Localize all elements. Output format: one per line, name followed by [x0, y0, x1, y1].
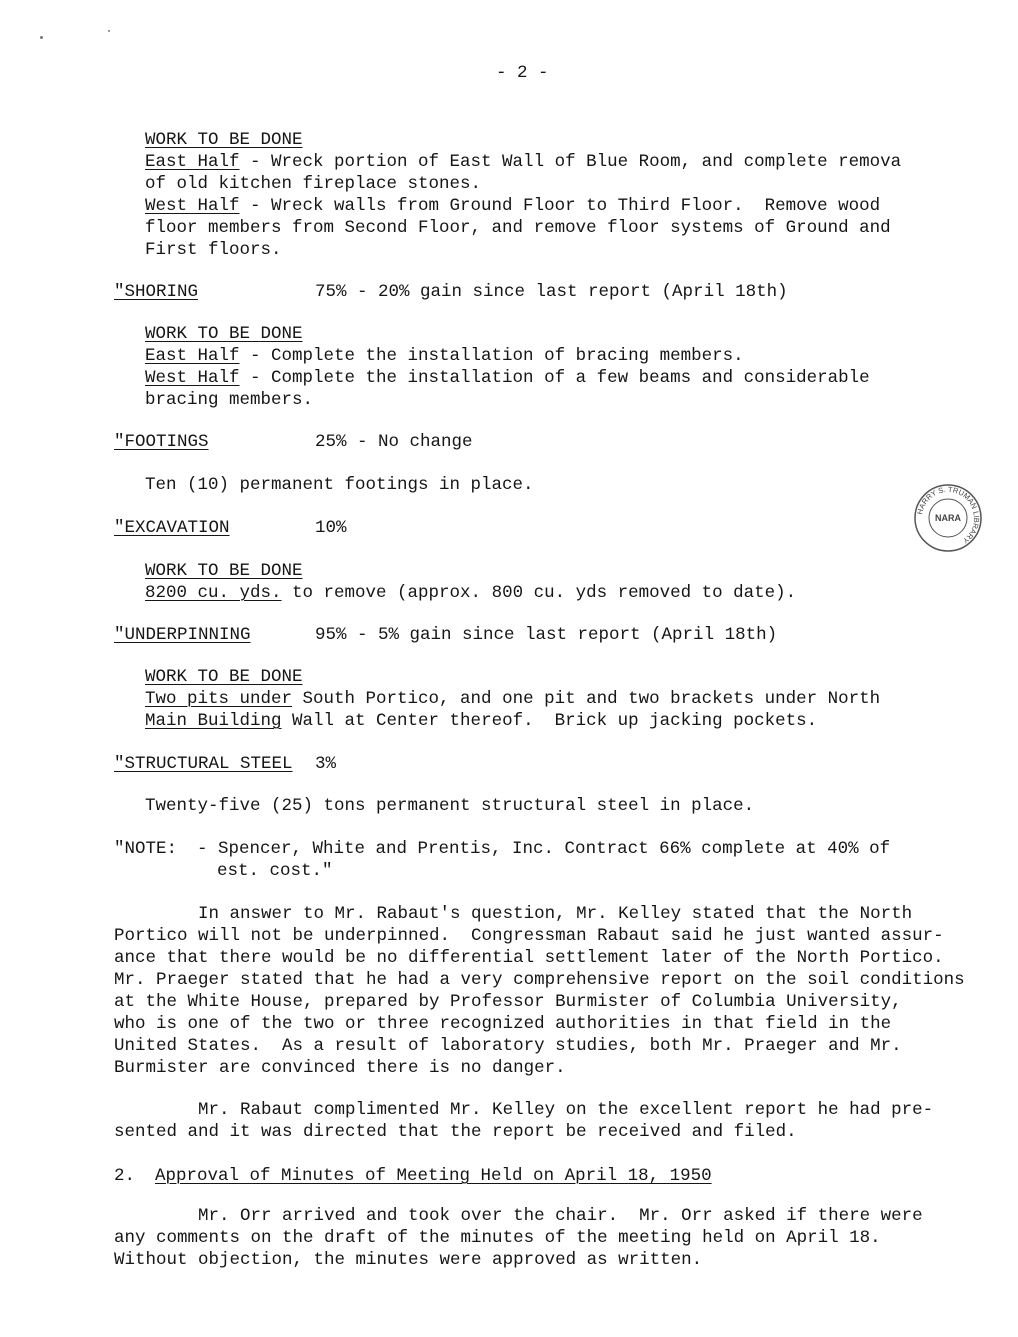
east-half-line	[145, 151, 901, 173]
west-half-label: West Half	[145, 196, 240, 216]
shoring-status: 75% - 20% gain since last report (April 18th)	[315, 282, 788, 302]
paragraph-line: who is one of the two or three recognized authorities in that field in the	[114, 1014, 892, 1034]
page-number: - 2 -	[496, 63, 549, 83]
paragraph-line: any comments on the draft of the minutes of the meeting held on April 18.	[114, 1228, 881, 1248]
paragraph-line: at the White House, prepared by Professor Burmister of Columbia University,	[114, 992, 902, 1012]
underpinning-label: "UNDERPINNING	[114, 625, 251, 645]
library-stamp	[912, 482, 984, 554]
east-half-text: - Complete the installation of bracing members.	[239, 346, 744, 366]
paragraph-line: Without objection, the minutes were approved as written.	[114, 1250, 703, 1270]
west-half-text: - Complete the installation of a few beams and considerable	[239, 368, 870, 388]
text-line: First floors.	[145, 240, 282, 260]
text-line: floor members from Second Floor, and remove floor systems of Ground and	[145, 218, 891, 238]
paragraph-line: United States. As a result of laboratory studies, both Mr. Praeger and Mr.	[114, 1036, 902, 1056]
east-half-line	[145, 345, 744, 367]
text-line: of old kitchen fireplace stones.	[145, 174, 482, 194]
west-half-line	[145, 367, 870, 389]
section-title: Approval of Minutes of Meeting Held on April 18, 1950	[155, 1166, 712, 1186]
work-heading: WORK TO BE DONE	[145, 130, 303, 150]
paragraph-line: Mr. Rabaut complimented Mr. Kelley on the excellent report he had pre-	[114, 1100, 934, 1120]
excavation-line	[145, 582, 796, 604]
paragraph-line: Portico will not be underpinned. Congressman Rabaut said he just wanted assur-	[114, 926, 944, 946]
structural-steel-text: Twenty-five (25) tons permanent structural steel in place.	[145, 796, 755, 816]
shoring-label: "SHORING	[114, 282, 199, 302]
excavation-amount: 8200 cu. yds.	[145, 583, 282, 603]
work-heading: WORK TO BE DONE	[145, 324, 303, 344]
excavation-status: 10%	[315, 518, 347, 538]
note-text: - Spencer, White and Prentis, Inc. Contract 66% complete at 40% of	[197, 839, 891, 859]
paragraph-line: In answer to Mr. Rabaut's question, Mr. Kelley stated that the North	[114, 904, 913, 924]
footings-label: "FOOTINGS	[114, 432, 209, 452]
paragraph-line: sented and it was directed that the report be received and filed.	[114, 1122, 797, 1142]
paragraph-line: Burmister are convinced there is no danger.	[114, 1058, 566, 1078]
work-heading: WORK TO BE DONE	[145, 561, 303, 581]
underpinning-line	[145, 710, 817, 732]
west-half-text: - Wreck walls from Ground Floor to Third Floor. Remove wood	[239, 196, 881, 216]
work-heading: WORK TO BE DONE	[145, 667, 303, 687]
text-line: bracing members.	[145, 390, 314, 410]
underpinning-status: 95% - 5% gain since last report (April 18th)	[315, 625, 778, 645]
underpinning-line	[145, 688, 880, 710]
note-text: est. cost."	[217, 861, 333, 881]
paper-speck	[108, 30, 110, 32]
east-half-text: - Wreck portion of East Wall of Blue Room, and complete remova	[239, 152, 902, 172]
underpinning-underlined: Main Building	[145, 711, 282, 731]
structural-steel-status: 3%	[315, 754, 337, 774]
paper-speck	[40, 36, 43, 39]
excavation-label: "EXCAVATION	[114, 518, 230, 538]
underpinning-text: Wall at Center thereof. Brick up jacking pockets.	[281, 711, 818, 731]
stamp-center-text: NARA	[935, 513, 961, 523]
footings-status: 25% - No change	[315, 432, 473, 452]
west-half-label: West Half	[145, 368, 240, 388]
structural-steel-label: "STRUCTURAL STEEL	[114, 754, 293, 774]
east-half-label: East Half	[145, 152, 240, 172]
stamp-arc-text-path: HARRY S. TRUMAN LIBRARY	[915, 484, 982, 546]
underpinning-text: South Portico, and one pit and two brackets under North	[292, 689, 881, 709]
excavation-text: to remove (approx. 800 cu. yds removed to date).	[281, 583, 797, 603]
section-number: 2.	[114, 1166, 136, 1186]
paragraph-line: Mr. Praeger stated that he had a very comprehensive report on the soil conditions	[114, 970, 965, 990]
underpinning-underlined: Two pits under	[145, 689, 293, 709]
note-label: "NOTE:	[114, 839, 178, 859]
footings-text: Ten (10) permanent footings in place.	[145, 475, 534, 495]
east-half-label: East Half	[145, 346, 240, 366]
paragraph-line: Mr. Orr arrived and took over the chair. Mr. Orr asked if there were	[114, 1206, 923, 1226]
paragraph-line: ance that there would be no differential settlement later of the North Portico.	[114, 948, 944, 968]
west-half-line	[145, 195, 880, 217]
